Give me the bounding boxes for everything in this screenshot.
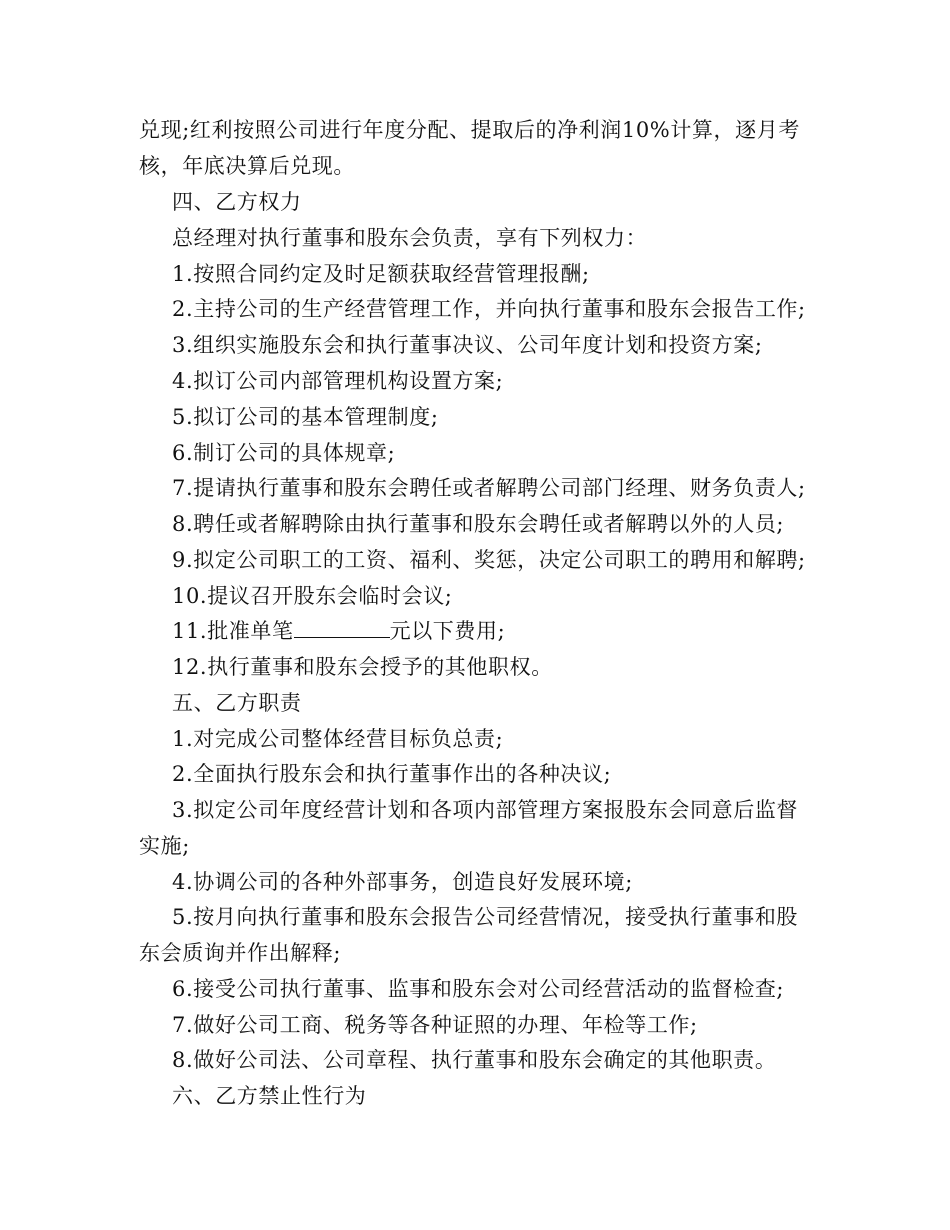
list-item: 3.组织实施股东会和执行董事决议、公司年度计划和投资方案;	[172, 333, 763, 357]
list-item: 1.对完成公司整体经营目标负总责;	[172, 727, 504, 751]
list-item-text: 11.批准单笔	[172, 619, 294, 643]
paragraph-line: 核，年底决算后兑现。	[139, 154, 355, 178]
list-item: 8.聘任或者解聘除由执行董事和股东会聘任或者解聘以外的人员;	[172, 512, 785, 536]
paragraph-line: 兑现;红利按照公司进行年度分配、提取后的净利润10%计算，逐月考	[139, 118, 800, 142]
paragraph-line: 总经理对执行董事和股东会负责，享有下列权力：	[172, 226, 648, 250]
list-item: 7.提请执行董事和股东会聘任或者解聘公司部门经理、财务负责人;	[172, 476, 806, 500]
list-item	[172, 616, 852, 646]
fill-in-blank	[294, 617, 390, 638]
list-item: 4.拟订公司内部管理机构设置方案;	[172, 369, 504, 393]
list-item: 7.做好公司工商、税务等各种证照的办理、年检等工作;	[172, 1013, 698, 1037]
list-item: 1.按照合同约定及时足额获取经营管理报酬;	[172, 262, 590, 286]
list-item: 2.全面执行股东会和执行董事作出的各种决议;	[172, 762, 612, 786]
list-item: 12.执行董事和股东会授予的其他职权。	[172, 655, 553, 679]
list-item: 5.按月向执行董事和股东会报告公司经营情况，接受执行董事和股	[172, 905, 799, 929]
list-item: 6.制订公司的具体规章;	[172, 441, 396, 465]
list-item: 4.协调公司的各种外部事务，创造良好发展环境;	[172, 870, 633, 894]
list-item-continuation: 实施;	[139, 834, 190, 858]
list-item: 3.拟定公司年度经营计划和各项内部管理方案报股东会同意后监督	[172, 798, 799, 822]
list-item: 8.做好公司法、公司章程、执行董事和股东会确定的其他职责。	[172, 1048, 777, 1072]
list-item: 6.接受公司执行董事、监事和股东会对公司经营活动的监督检查;	[172, 977, 785, 1001]
list-item: 2.主持公司的生产经营管理工作，并向执行董事和股东会报告工作;	[172, 297, 806, 321]
list-item: 5.拟订公司的基本管理制度;	[172, 405, 439, 429]
list-item-text: 元以下费用;	[389, 619, 506, 643]
section-heading: 五、乙方职责	[172, 691, 302, 715]
list-item: 9.拟定公司职工的工资、福利、奖惩，决定公司职工的聘用和解聘;	[172, 548, 806, 572]
list-item-continuation: 东会质询并作出解释;	[139, 941, 342, 965]
list-item: 10.提议召开股东会临时会议;	[172, 584, 453, 608]
section-heading: 四、乙方权力	[172, 190, 302, 214]
section-heading: 六、乙方禁止性行为	[172, 1084, 367, 1108]
